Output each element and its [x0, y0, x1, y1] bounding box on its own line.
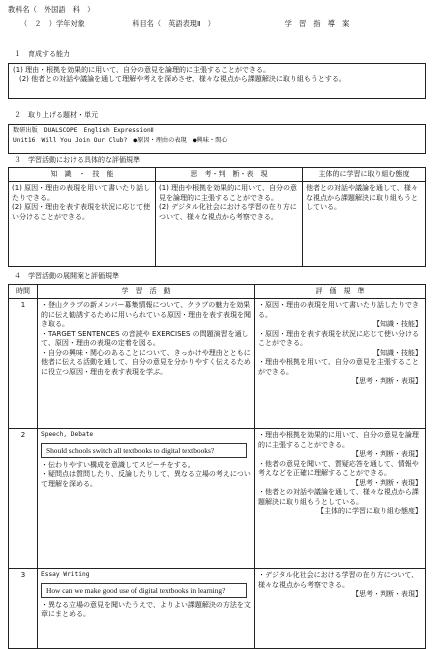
section-1-title: １ 育成する能力	[14, 50, 70, 58]
publisher-text: 数研出版 DUALSCOPE English ExpressionⅡ	[13, 127, 154, 134]
criteria-thinking-cell	[156, 182, 303, 267]
document-title: 学 習 指 導 案	[284, 19, 350, 28]
evaluation-cell	[255, 569, 426, 649]
activity-item: ・登山クラブの新メンバー募集情報について、クラブの魅力を効果的に伝え勧誘するために用いられている原因・理由を表す表現を聞き取る。	[41, 301, 251, 329]
section-4-title: ４ 学習活動の展開案と評価規準	[14, 272, 119, 280]
criteria-header: 主体的に学習に取り組む態度	[303, 168, 426, 182]
evaluation-item: ・理由や根拠を効果的に用いて、自分の意見を論理的に主張することができる。	[258, 431, 419, 449]
unit-text: Unit16 Will You Join Our Club? ●原因・理由の表現 ●興味・関心	[13, 137, 228, 145]
question-box: How can we make good use of digital textbooks in learning?	[41, 583, 247, 598]
evaluation-item: ・デジタル化社会における学習の在り方について、様々な視点から考察できる。	[258, 571, 419, 589]
activity-item: ・TARGET SENTENCES の音読や EXERCISES の問題演習を通して、原因・理由の表現の定着を図る。	[41, 329, 249, 348]
section-3-title: ３ 学習活動における具体的な評価規準	[14, 156, 140, 164]
activity-cell	[38, 299, 255, 429]
unit-box	[8, 124, 426, 154]
criteria-knowledge-cell	[9, 182, 156, 267]
subject-line: 教科名（ 外国語 科 ）	[8, 5, 95, 14]
criteria-attitude-cell	[303, 182, 426, 267]
evaluation-header: 評 価 規 準	[255, 285, 426, 299]
evaluation-tag: 【知識・技能】	[373, 320, 422, 329]
ability-item: (2) 他者との対話や議論を通して理解や考えを深めさせ、様々な視点から課題解決に取り組もうとする。	[19, 75, 346, 84]
evaluation-tag: 【主体的に学習に取り組む態度】	[317, 506, 422, 515]
ability-item: (1) 理由・根拠を効果的に用いて、自分の意見を論理的に主張することができる。	[13, 66, 270, 74]
table-row	[9, 429, 426, 569]
criteria-header: 知 識 ・ 技 能	[9, 168, 156, 182]
evaluation-cell	[255, 299, 426, 429]
evaluation-item: ・他者の意見を聞いて、質疑応答を通して、情報や考えなどを正確に理解することができる。	[258, 459, 419, 478]
activity-item: ・伝わりやすい構成を意識してスピーチをする。	[41, 461, 195, 470]
activity-label: Essay Writing	[41, 571, 90, 579]
activity-label: Speech, Debate	[41, 431, 94, 439]
activity-header: 学 習 活 動	[38, 285, 255, 299]
course-label: 科目名（ 英語表現Ⅱ ）	[132, 19, 215, 28]
evaluation-cell	[255, 429, 426, 569]
criteria-item: (2) デジタル化社会における学習の在り方について、様々な視点から考察できる。	[159, 203, 297, 221]
criteria-item: (2) 原因・理由を表す表現を状況に応じて使い分けることができる。	[12, 203, 151, 221]
table-row	[9, 569, 426, 649]
table-row	[9, 299, 426, 429]
activity-cell	[38, 569, 255, 649]
criteria-item: 他者との対話や議論を通して、様々な視点から課題解決に取り組もうとしている。	[306, 184, 418, 212]
evaluation-item: ・原因・理由を表す表現を状況に応じて使い分けることができる。	[258, 329, 419, 348]
time-cell: 3	[9, 569, 38, 649]
activity-item: ・自分の興味・関心のあることについて、きっかけや理由とともに他者に伝える活動を通して、自分の意見を分かりやすく伝えるために役立つ原因・理由を表す表現を学ぶ。	[41, 348, 251, 376]
section-2-title: ２ 取り上げる題材・単元	[14, 111, 98, 119]
criteria-item: (1) 原因・理由の表現を用いて書いたり話したりできる。	[12, 184, 151, 202]
criteria-item: (1) 理由や根拠を効果的に用いて、自分の意見を論理的に主張することができる。	[159, 184, 298, 202]
evaluation-item: ・理由や根拠を用いて、自分の意見を主張することができる。	[258, 358, 419, 376]
time-cell: 1	[9, 299, 38, 429]
time-header: 時間	[9, 285, 38, 299]
criteria-table	[8, 167, 426, 267]
evaluation-tag: 【思考・判断・表現】	[352, 590, 422, 599]
header-row	[20, 19, 420, 29]
evaluation-tag: 【思考・判断・表現】	[352, 478, 422, 487]
plan-table	[8, 284, 426, 649]
time-cell: 2	[9, 429, 38, 569]
grade-label: （ ２ ）学年対象	[20, 19, 85, 28]
evaluation-tag: 【知識・技能】	[373, 348, 422, 357]
evaluation-item: ・他者との対話や議論を通して、様々な視点から課題解決に取り組もうとしている。	[258, 488, 419, 506]
evaluation-item: ・原因・理由の表現を用いて書いたり話したりできる。	[258, 301, 419, 319]
criteria-header: 思 考・判 断・表 現	[156, 168, 303, 182]
activity-item: ・疑問点は質問したり、反論したりして、異なる立場の考えについて理解を深める。	[41, 470, 251, 488]
abilities-box	[8, 63, 426, 99]
evaluation-tag: 【思考・判断・表現】	[352, 376, 422, 385]
activity-cell	[38, 429, 255, 569]
activity-item: ・異なる立場の意見を聞いたうえで、よりよい課題解決の方法を文章にまとめる。	[41, 601, 251, 619]
question-box: Should schools switch all textbooks to digital textbooks?	[41, 443, 247, 458]
evaluation-tag: 【思考・判断・表現】	[352, 450, 422, 459]
